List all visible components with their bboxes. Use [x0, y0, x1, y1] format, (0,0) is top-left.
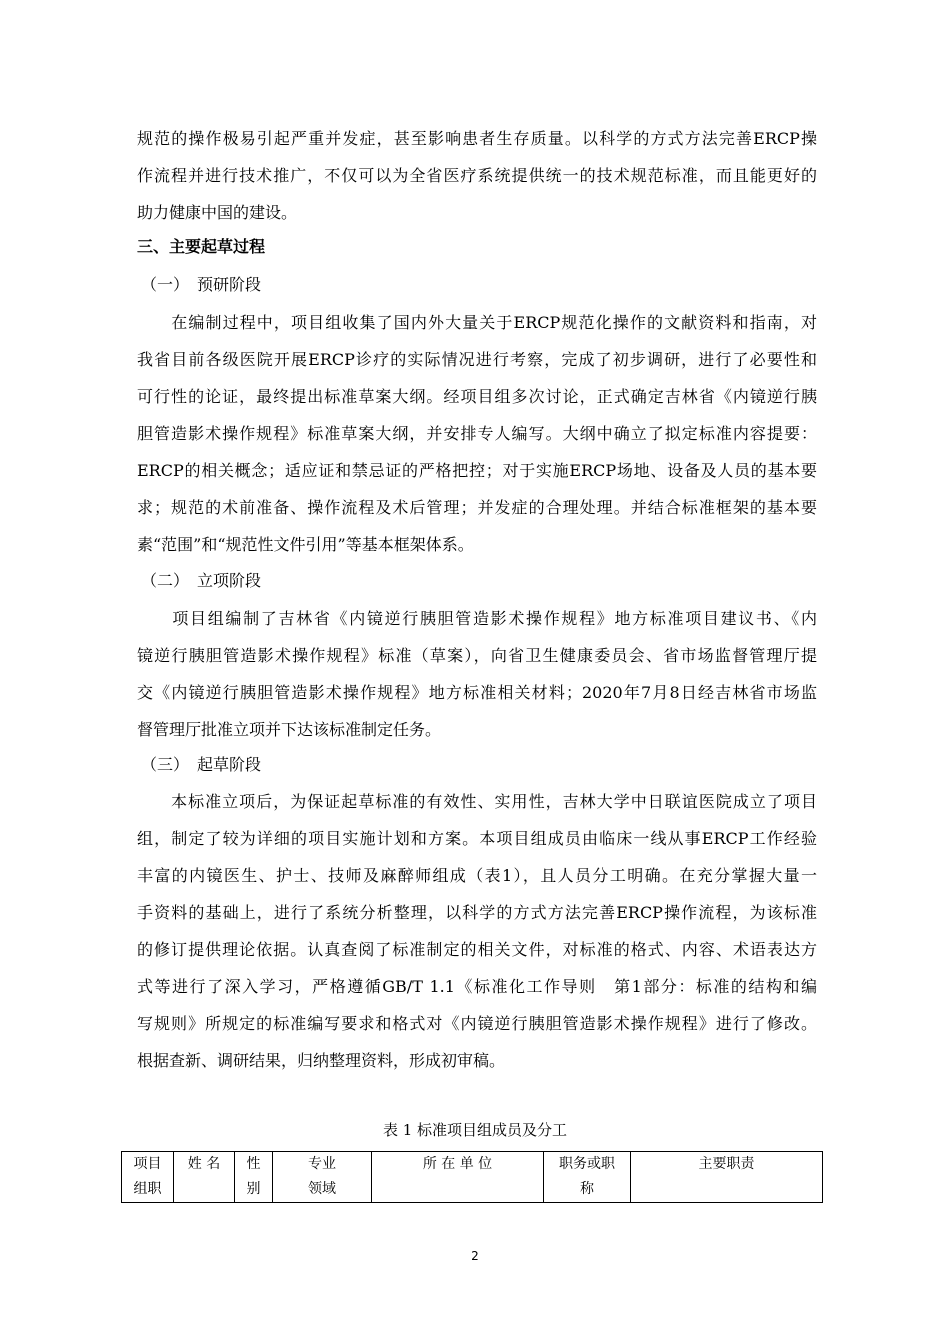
intro-line-3: 助力健康中国的建设。: [137, 203, 298, 222]
subsection-1-heading: [141, 275, 261, 295]
header-organization: [372, 1152, 544, 1203]
sub1-line-5: ERCP的相关概念；适应证和禁忌证的严格把控；对于实施ERCP场地、设备及人员的基本要: [137, 461, 817, 480]
sub1-line-2: 我省目前各级医院开展ERCP诊疗的实际情况进行考察，完成了初步调研，进行了必要性和: [137, 350, 817, 369]
table-header-row: [122, 1152, 823, 1203]
subsection-3-heading: [141, 755, 261, 775]
sub3-line-2: 组，制定了较为详细的项目实施计划和方案。本项目组成员由临床一线从事ERCP工作经验: [137, 829, 817, 848]
sub1-line-7: 素“范围”和“规范性文件引用”等基本框架体系。: [137, 535, 474, 554]
sub3-line-7: 写规则》所规定的标准编写要求和格式对《内镜逆行胰胆管造影术操作规程》进行了修改。: [137, 1014, 817, 1033]
header-specialty: [273, 1152, 372, 1203]
header-cell-line: 性: [246, 1156, 261, 1172]
intro-line-1: 规范的操作极易引起严重并发症，甚至影响患者生存质量。以科学的方式方法完善ERCP操: [137, 129, 817, 148]
sub1-line-4: 胆管造影术操作规程》标准草案大纲，并安排专人编写。大纲中确立了拟定标准内容提要：: [137, 424, 817, 443]
header-gender: [235, 1152, 273, 1203]
header-cell-line: 组职: [133, 1181, 162, 1197]
sub3-line-5: 的修订提供理论依据。认真查阅了标准制定的相关文件，对标准的格式、内容、术语表达方: [137, 940, 817, 959]
header-cell-line: 主要职责: [698, 1156, 755, 1172]
header-responsibility: [631, 1152, 823, 1203]
sub1-line-1: 在编制过程中，项目组收集了国内外大量关于ERCP规范化操作的文献资料和指南，对: [137, 313, 817, 332]
section-title: 三、主要起草过程: [137, 237, 266, 256]
subsection-1-label: （一）: [141, 275, 190, 294]
header-cell-line: 项目: [133, 1156, 162, 1172]
subsection-2-heading: [141, 571, 261, 591]
sub2-line-1: 项目组编制了吉林省《内镜逆行胰胆管造影术操作规程》地方标准项目建议书、《内: [137, 609, 817, 628]
sub3-line-3: 丰富的内镜医生、护士、技师及麻醉师组成（表1），且人员分工明确。在充分掌握大量一: [137, 866, 817, 885]
header-cell-line: 称: [580, 1181, 594, 1197]
header-cell-line: 专业: [308, 1156, 336, 1172]
sub2-line-4: 督管理厅批准立项并下达该标准制定任务。: [137, 720, 442, 739]
sub1-line-6: 求；规范的术前准备、操作流程及术后管理；并发症的合理处理。并结合标准框架的基本要: [137, 498, 817, 517]
subsection-1-title: 预研阶段: [197, 275, 262, 294]
header-cell-line: 所 在 单 位: [422, 1156, 493, 1172]
table-caption: 表 1 标准项目组成员及分工: [382, 1121, 568, 1139]
subsection-2-label: （二）: [141, 571, 190, 590]
sub1-line-3: 可行性的论证，最终提出标准草案大纲。经项目组多次讨论，正式确定吉林省《内镜逆行胰: [137, 387, 817, 406]
sub3-line-1: 本标准立项后，为保证起草标准的有效性、实用性，吉林大学中日联谊医院成立了项目: [137, 792, 817, 811]
subsection-3-title: 起草阶段: [197, 755, 262, 774]
sub3-line-6: 式等进行了深入学习，严格遵循GB/T 1.1《标准化工作导则 第1部分：标准的结构和编: [137, 977, 817, 996]
header-name: [174, 1152, 235, 1203]
header-cell-line: 别: [246, 1181, 261, 1197]
page-number: 2: [471, 1249, 479, 1263]
header-project-role: [122, 1152, 174, 1203]
sub2-line-3: 交《内镜逆行胰胆管造影术操作规程》地方标准相关材料；2020年7月8日经吉林省市场监: [137, 683, 817, 702]
intro-line-2: 作流程并进行技术推广，不仅可以为全省医疗系统提供统一的技术规范标准，而且能更好的: [137, 166, 817, 185]
subsection-3-label: （三）: [141, 755, 190, 774]
sub3-line-4: 手资料的基础上，进行了系统分析整理，以科学的方式方法完善ERCP操作流程，为该标准: [137, 903, 817, 922]
header-cell-line: 领域: [308, 1181, 336, 1197]
sub2-line-2: 镜逆行胰胆管造影术操作规程》标准（草案），向省卫生健康委员会、省市场监督管理厅提: [137, 646, 817, 665]
subsection-2-title: 立项阶段: [197, 571, 262, 590]
header-cell-line: 姓 名: [187, 1156, 221, 1172]
header-cell-line: 职务或职: [559, 1156, 615, 1172]
members-table: [121, 1151, 823, 1203]
header-position: [544, 1152, 631, 1203]
sub3-line-8: 根据查新、调研结果，归纳整理资料，形成初审稿。: [137, 1051, 506, 1070]
